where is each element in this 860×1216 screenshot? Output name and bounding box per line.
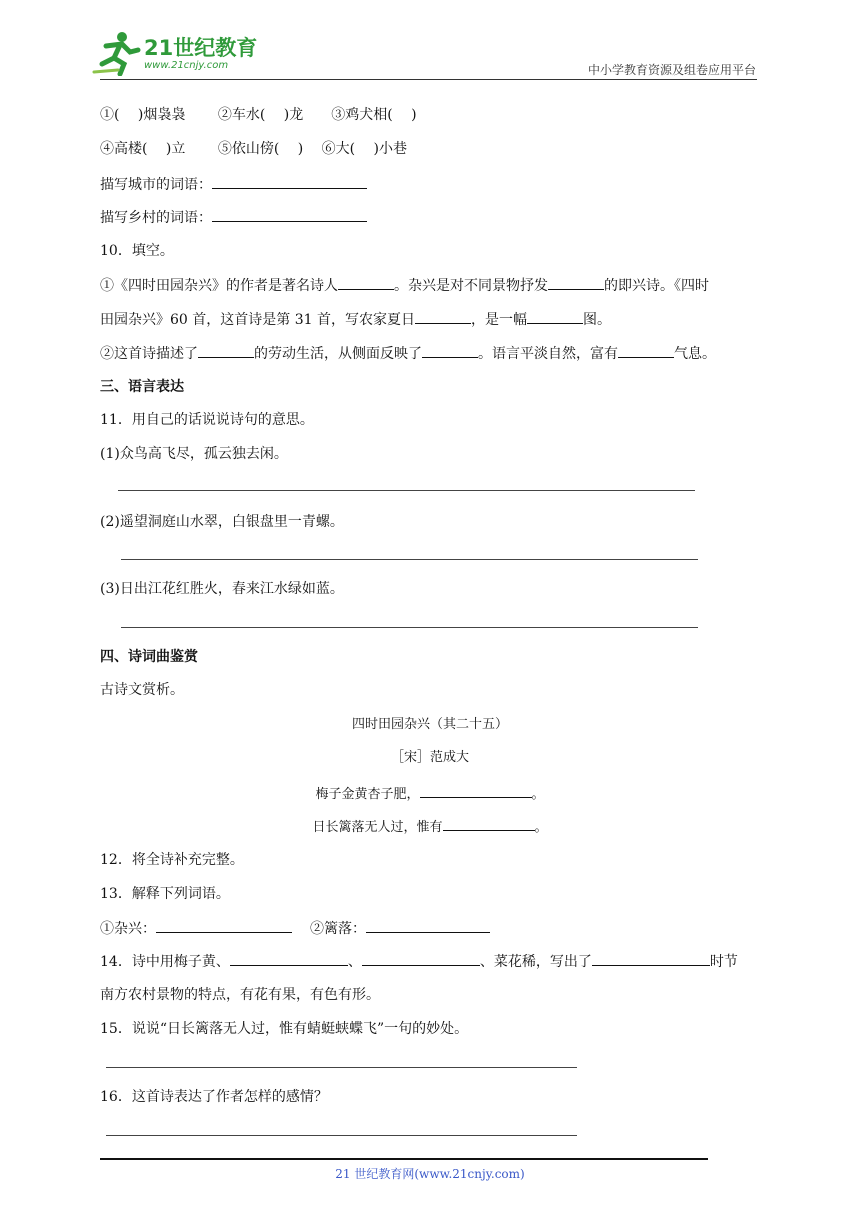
q10-text-c3: 。语言平淡自然，富有	[478, 346, 618, 362]
answer-line-11-3[interactable]	[121, 627, 698, 628]
q10-text-c1: ②这首诗描述了	[100, 346, 198, 362]
q10-text-b3: 图。	[582, 312, 611, 328]
q14-text-3: 、菜花稀，写出了	[479, 954, 592, 970]
site-logo	[92, 30, 262, 80]
q13-term-a: ①杂兴：	[100, 921, 156, 937]
question-14-line-1	[100, 951, 738, 972]
village-words-blank[interactable]	[212, 207, 367, 222]
q10-blank-poet[interactable]	[338, 275, 394, 290]
q10-text-c4: 气息。	[674, 346, 716, 362]
q14-blank-1[interactable]	[230, 951, 348, 966]
poem-line-1-end: 。	[531, 787, 545, 802]
q10-blank-picture[interactable]	[527, 309, 583, 324]
question-13: 13．解释下列词语。	[100, 886, 230, 902]
header-divider	[100, 79, 757, 80]
answer-line-16[interactable]	[106, 1135, 577, 1136]
poem-intro: 古诗文赏析。	[100, 682, 184, 698]
section-4-heading: 四、诗词曲鉴赏	[100, 649, 198, 665]
poem-author: ［宋］范成大	[390, 750, 469, 765]
q10-blank-flavor[interactable]	[618, 343, 674, 358]
logo-text: 21世纪教育	[144, 36, 258, 60]
q13-blank-a[interactable]	[156, 918, 292, 933]
q10-blank-who[interactable]	[198, 343, 254, 358]
answer-line-15[interactable]	[106, 1067, 577, 1068]
question-11: 11．用自己的话说说诗句的意思。	[100, 412, 314, 428]
poem-line-2	[0, 816, 860, 838]
village-words-label: 描写乡村的词语：	[100, 210, 212, 226]
poem-line-1-text: 梅子金黄杏子肥，	[315, 787, 420, 802]
poem-blank-1[interactable]	[420, 783, 532, 798]
poem-line-2-text: 日长篱落无人过，惟有	[312, 820, 443, 835]
platform-name: 中小学教育资源及组卷应用平台	[587, 63, 756, 77]
q14-text-1: 14．诗中用梅子黄、	[100, 954, 230, 970]
question-11-part-3: (3)日出江花红胜火，春来江水绿如蓝。	[100, 581, 344, 597]
q14-blank-3[interactable]	[592, 951, 710, 966]
poem-line-2-end: 。	[534, 820, 548, 835]
q10-blank-feeling[interactable]	[548, 275, 604, 290]
word-options-row-2: ④高楼( )立 ⑤依山傍( ) ⑥大( )小巷	[100, 141, 408, 157]
word-options-row-1: ①( )烟袅袅 ②车水( )龙 ③鸡犬相( )	[100, 107, 417, 123]
question-16: 16．这首诗表达了作者怎样的感情？	[100, 1089, 328, 1105]
question-15: 15．说说“日长篱落无人过，惟有蜻蜓蛱蝶飞”一句的妙处。	[100, 1021, 469, 1037]
q13-blank-b[interactable]	[366, 918, 490, 933]
section-3-heading: 三、语言表达	[100, 379, 184, 395]
q10-text-a3: 的即兴诗。《四时	[604, 278, 709, 294]
answer-line-11-1[interactable]	[118, 490, 695, 491]
question-10-line-1	[100, 275, 709, 296]
city-words-line	[100, 174, 367, 195]
question-10: 10．填空。	[100, 243, 174, 259]
q10-text-c2: 的劳动生活，从侧面反映了	[254, 346, 422, 362]
city-words-label: 描写城市的词语：	[100, 177, 212, 193]
question-10-line-2	[100, 309, 611, 330]
q13-term-b: ②篱落：	[310, 921, 366, 937]
q14-text-2: 、	[347, 954, 362, 970]
q10-text-b1: 田园杂兴》60 首，这首诗是第 31 首，写农家夏日	[100, 312, 415, 328]
city-words-blank[interactable]	[212, 174, 367, 189]
village-words-line	[100, 207, 367, 228]
runner-logo-icon	[92, 30, 142, 76]
answer-line-11-2[interactable]	[121, 559, 698, 560]
q10-blank-summer[interactable]	[415, 309, 471, 324]
q14-text-4: 时节	[709, 954, 738, 970]
footer-link[interactable]: 21 世纪教育网(www.21cnjy.com)	[335, 1167, 525, 1181]
question-10-line-3	[100, 343, 716, 364]
poem-line-1	[0, 783, 860, 805]
q14-blank-2[interactable]	[362, 951, 480, 966]
question-11-part-2: (2)遥望洞庭山水翠，白银盘里一青螺。	[100, 514, 344, 530]
poem-title: 四时田园杂兴（其二十五）	[351, 717, 508, 732]
logo-url: www.21cnjy.com	[144, 60, 229, 71]
footer-divider	[100, 1158, 708, 1160]
question-14-line-2: 南方农村景物的特点，有花有果，有色有形。	[100, 987, 380, 1003]
q10-text-a2: 。杂兴是对不同景物抒发	[394, 278, 548, 294]
q10-blank-reflect[interactable]	[422, 343, 478, 358]
question-12: 12．将全诗补充完整。	[100, 852, 244, 868]
q10-text-b2: ，是一幅	[470, 312, 527, 328]
question-11-part-1: (1)众鸟高飞尽，孤云独去闲。	[100, 446, 288, 462]
question-13-items	[100, 918, 490, 939]
poem-blank-2[interactable]	[443, 816, 535, 831]
page-header	[0, 0, 860, 80]
q10-text-a1: ①《四时田园杂兴》的作者是著名诗人	[100, 278, 338, 294]
